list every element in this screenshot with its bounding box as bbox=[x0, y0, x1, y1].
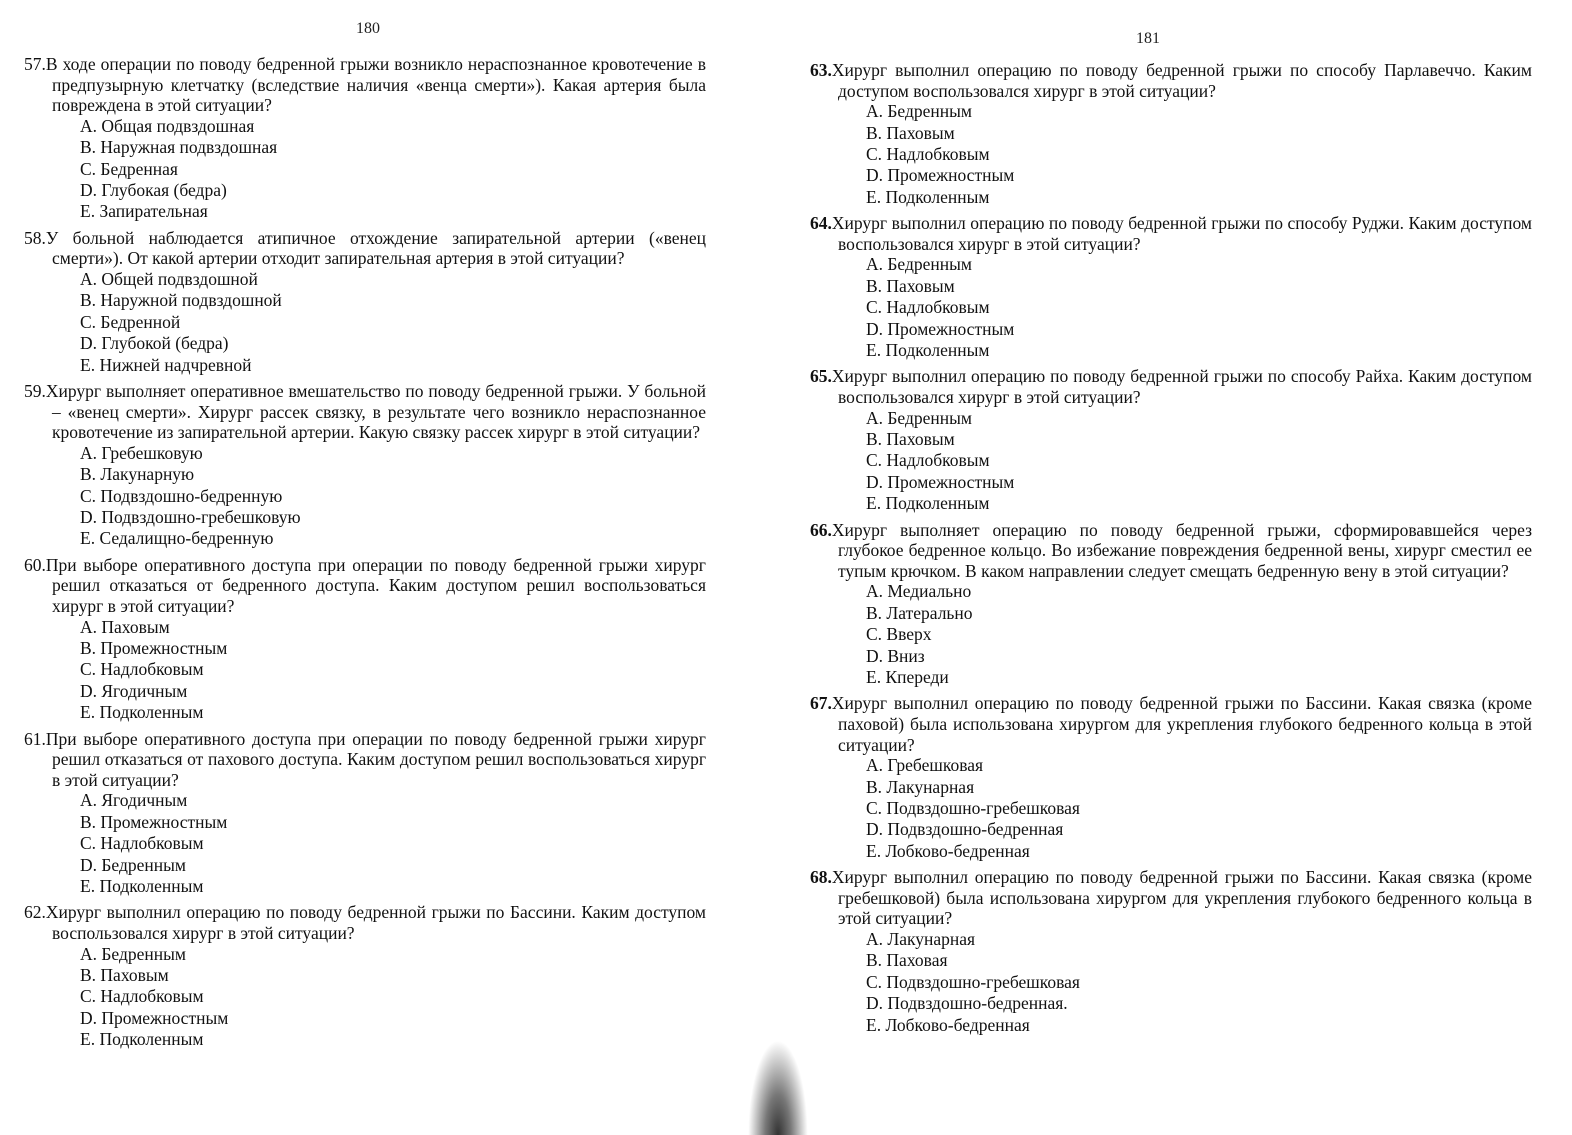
answer-option: A. Гребешковую bbox=[80, 442, 203, 463]
question-body: Хирург выполнил операцию по поводу бедренной грыжи по Бассини. Какая связка (кроме паховой) была использована хирургом для укрепления глубокого бедренного кольца в этой ситуации? bbox=[831, 693, 1532, 755]
answer-option: C. Вверх bbox=[866, 624, 932, 645]
question-item bbox=[24, 555, 706, 724]
answer-option: A. Медиально bbox=[866, 581, 972, 602]
answer-option: E. Лобково-бедренная bbox=[866, 1014, 1030, 1035]
answer-option: E. Лобково-бедренная bbox=[866, 840, 1030, 861]
answer-options bbox=[24, 617, 706, 724]
question-number: 62. bbox=[24, 902, 46, 923]
answer-options bbox=[810, 254, 1532, 361]
question-number: 65. bbox=[810, 366, 832, 387]
question-item bbox=[24, 54, 706, 223]
answer-option: A. Лакунарная bbox=[866, 929, 976, 950]
answer-option: B. Лакунарная bbox=[866, 776, 975, 797]
answer-options bbox=[24, 269, 706, 376]
answer-option: B. Паховая bbox=[866, 950, 948, 971]
answer-option: B. Промежностным bbox=[80, 811, 228, 832]
question-item bbox=[810, 520, 1532, 689]
question-number: 68. bbox=[810, 867, 832, 888]
answer-option: D. Подвздошно-бедренная bbox=[866, 819, 1064, 840]
answer-option: E. Подколенным bbox=[80, 876, 204, 897]
right-page bbox=[770, 0, 1572, 1135]
question-text bbox=[24, 228, 706, 269]
question-text bbox=[24, 381, 706, 443]
answer-option: D. Промежностным bbox=[866, 318, 1015, 339]
question-number: 60. bbox=[24, 554, 46, 575]
answer-option: D. Ягодичным bbox=[80, 680, 188, 701]
question-item bbox=[810, 366, 1532, 514]
answer-option: B. Наружной подвздошной bbox=[80, 290, 282, 311]
answer-option: E. Кпереди bbox=[866, 667, 949, 688]
answer-options bbox=[810, 408, 1532, 515]
question-body: Хирург выполняет операцию по поводу бедренной грыжи, сформировавшейся через глубокое бедренное кольцо. Во избежание повреждения бедренной вены, хирург сместил ее тупым крючком. В каком направлении следует смещать бедренную вену в этой ситуации? bbox=[831, 519, 1532, 581]
question-body: Хирург выполнил операцию по поводу бедренной грыжи по способу Райха. Каким доступом воспользовался хирург в этой ситуации? bbox=[831, 366, 1532, 408]
answer-option: A. Бедренным bbox=[866, 407, 972, 428]
answer-option: A. Паховым bbox=[80, 616, 170, 637]
answer-option: E. Нижней надчревной bbox=[80, 354, 252, 375]
answer-option: D. Промежностным bbox=[866, 471, 1015, 492]
question-item bbox=[810, 213, 1532, 361]
question-text bbox=[810, 867, 1532, 929]
answer-option: E. Подколенным bbox=[866, 186, 990, 207]
question-body: Хирург выполнил операцию по поводу бедренной грыжи по Бассини. Какая связка (кроме гребешковой) была использована хирургом для укрепления глубокого бедренного кольца в этой ситуации? bbox=[831, 867, 1532, 929]
answer-option: C. Бедренная bbox=[80, 158, 178, 179]
answer-options bbox=[810, 755, 1532, 862]
answer-option: A. Общей подвздошной bbox=[80, 269, 258, 289]
answer-option: B. Наружная подвздошная bbox=[80, 137, 278, 158]
question-number: 59. bbox=[24, 381, 46, 402]
answer-option: C. Надлобковым bbox=[866, 144, 990, 164]
answer-option: B. Паховым bbox=[866, 275, 955, 296]
question-text bbox=[810, 520, 1532, 582]
question-list bbox=[810, 60, 1532, 1041]
question-text bbox=[24, 555, 706, 617]
question-number: 61. bbox=[24, 728, 46, 749]
answer-option: B. Паховым bbox=[866, 429, 955, 450]
binding-shadow bbox=[748, 1040, 808, 1135]
answer-option: D. Подвздошно-гребешковую bbox=[80, 507, 301, 528]
question-item bbox=[810, 60, 1532, 208]
answer-option: C. Надлобковым bbox=[866, 450, 990, 471]
question-item bbox=[24, 729, 706, 898]
answer-options bbox=[24, 443, 706, 550]
question-text bbox=[24, 729, 706, 791]
question-number: 58. bbox=[24, 227, 46, 248]
answer-option: D. Промежностным bbox=[866, 165, 1015, 186]
answer-option: C. Подвздошно-гребешковая bbox=[866, 798, 1080, 819]
answer-option: E. Седалищно-бедренную bbox=[80, 528, 274, 549]
answer-options bbox=[810, 101, 1532, 208]
answer-option: A. Общая подвздошная bbox=[80, 115, 255, 136]
answer-option: C. Надлобковым bbox=[866, 297, 990, 318]
answer-option: C. Надлобковым bbox=[80, 659, 204, 680]
question-text bbox=[810, 366, 1532, 407]
answer-option: A. Бедренным bbox=[866, 254, 972, 275]
question-text bbox=[810, 213, 1532, 254]
question-number: 67. bbox=[810, 693, 832, 714]
question-body: Хирург выполнил операцию по поводу бедренной грыжи по способу Парлавеччо. Каким доступом воспользовался хирург в этой ситуации? bbox=[831, 60, 1532, 101]
answer-option: A. Гребешковая bbox=[866, 755, 984, 776]
question-item bbox=[24, 902, 706, 1050]
answer-option: B. Латерально bbox=[866, 602, 973, 623]
answer-option: B. Лакунарную bbox=[80, 464, 195, 485]
answer-option: E. Подколенным bbox=[80, 1029, 204, 1050]
question-number: 66. bbox=[810, 519, 832, 540]
question-number: 57. bbox=[24, 54, 46, 74]
question-item bbox=[24, 228, 706, 376]
question-list bbox=[24, 54, 706, 1056]
answer-option: A. Ягодичным bbox=[80, 790, 188, 811]
answer-option: D. Бедренным bbox=[80, 854, 186, 875]
question-item bbox=[24, 381, 706, 550]
question-text bbox=[24, 54, 706, 116]
page-number: 180 bbox=[356, 20, 380, 37]
answer-option: E. Подколенным bbox=[80, 702, 204, 723]
question-body: При выборе оперативного доступа при операции по поводу бедренной грыжи хирург решил отказаться от пахового доступа. Каким доступом решил воспользоваться хирург в этой ситуации? bbox=[45, 728, 706, 790]
question-item bbox=[810, 693, 1532, 862]
answer-option: D. Подвздошно-бедренная. bbox=[866, 993, 1068, 1014]
question-number: 64. bbox=[810, 213, 832, 234]
answer-options bbox=[810, 929, 1532, 1036]
answer-option: A. Бедренным bbox=[866, 101, 972, 122]
question-text bbox=[810, 693, 1532, 755]
question-text bbox=[810, 60, 1532, 101]
answer-option: B. Паховым bbox=[866, 122, 955, 143]
answer-option: B. Паховым bbox=[80, 965, 169, 986]
answer-option: C. Надлобковым bbox=[80, 833, 204, 854]
answer-option: C. Подвздошно-гребешковая bbox=[866, 971, 1080, 992]
question-body: Хирург выполнил операцию по поводу бедренной грыжи по Бассини. Каким доступом воспользовался хирург в этой ситуации? bbox=[45, 902, 706, 944]
answer-options bbox=[24, 116, 706, 223]
question-body: У больной наблюдается атипичное отхождение запирательной артерии («венец смерти»). От какой артерии отходит запирательная артерия в этой ситуации? bbox=[45, 227, 706, 269]
answer-option: D. Промежностным bbox=[80, 1007, 229, 1028]
answer-option: C. Бедренной bbox=[80, 311, 181, 332]
answer-option: C. Подвздошно-бедренную bbox=[80, 485, 283, 506]
answer-option: D. Глубокая (бедра) bbox=[80, 180, 227, 200]
answer-option: C. Надлобковым bbox=[80, 986, 204, 1007]
question-text bbox=[24, 902, 706, 943]
question-body: Хирург выполняет оперативное вмешательство по поводу бедренной грыжи. У больной – «венец смерти». Хирург рассек связку, в результате чего возникло нераспознанное кровотечение из запирательной артерии. Какую связку рассек хирург в этой ситуации? bbox=[45, 381, 706, 443]
answer-option: D. Вниз bbox=[866, 645, 925, 666]
page-number: 181 bbox=[1136, 30, 1160, 47]
question-body: При выборе оперативного доступа при операции по поводу бедренной грыжи хирург решил отказаться от бедренного доступа. Каким доступом решил воспользоваться хирург в этой ситуации? bbox=[45, 554, 706, 617]
answer-option: E. Запирательная bbox=[80, 201, 208, 222]
answer-options bbox=[810, 581, 1532, 688]
answer-option: D. Глубокой (бедра) bbox=[80, 333, 229, 354]
left-page bbox=[0, 0, 770, 1135]
question-body: Хирург выполнил операцию по поводу бедренной грыжи по способу Руджи. Каким доступом воспользовался хирург в этой ситуации? bbox=[831, 213, 1532, 254]
answer-options bbox=[24, 790, 706, 897]
question-item bbox=[810, 867, 1532, 1036]
answer-option: E. Подколенным bbox=[866, 493, 990, 514]
answer-options bbox=[24, 944, 706, 1051]
question-number: 63. bbox=[810, 60, 832, 80]
answer-option: B. Промежностным bbox=[80, 638, 228, 659]
answer-option: A. Бедренным bbox=[80, 943, 186, 964]
answer-option: E. Подколенным bbox=[866, 340, 990, 361]
question-body: В ходе операции по поводу бедренной грыжи возникло нераспознанное кровотечение в предпузырную клетчатку (вследствие наличия «венца смерти»). Какая артерия была повреждена в этой ситуации? bbox=[45, 54, 706, 116]
